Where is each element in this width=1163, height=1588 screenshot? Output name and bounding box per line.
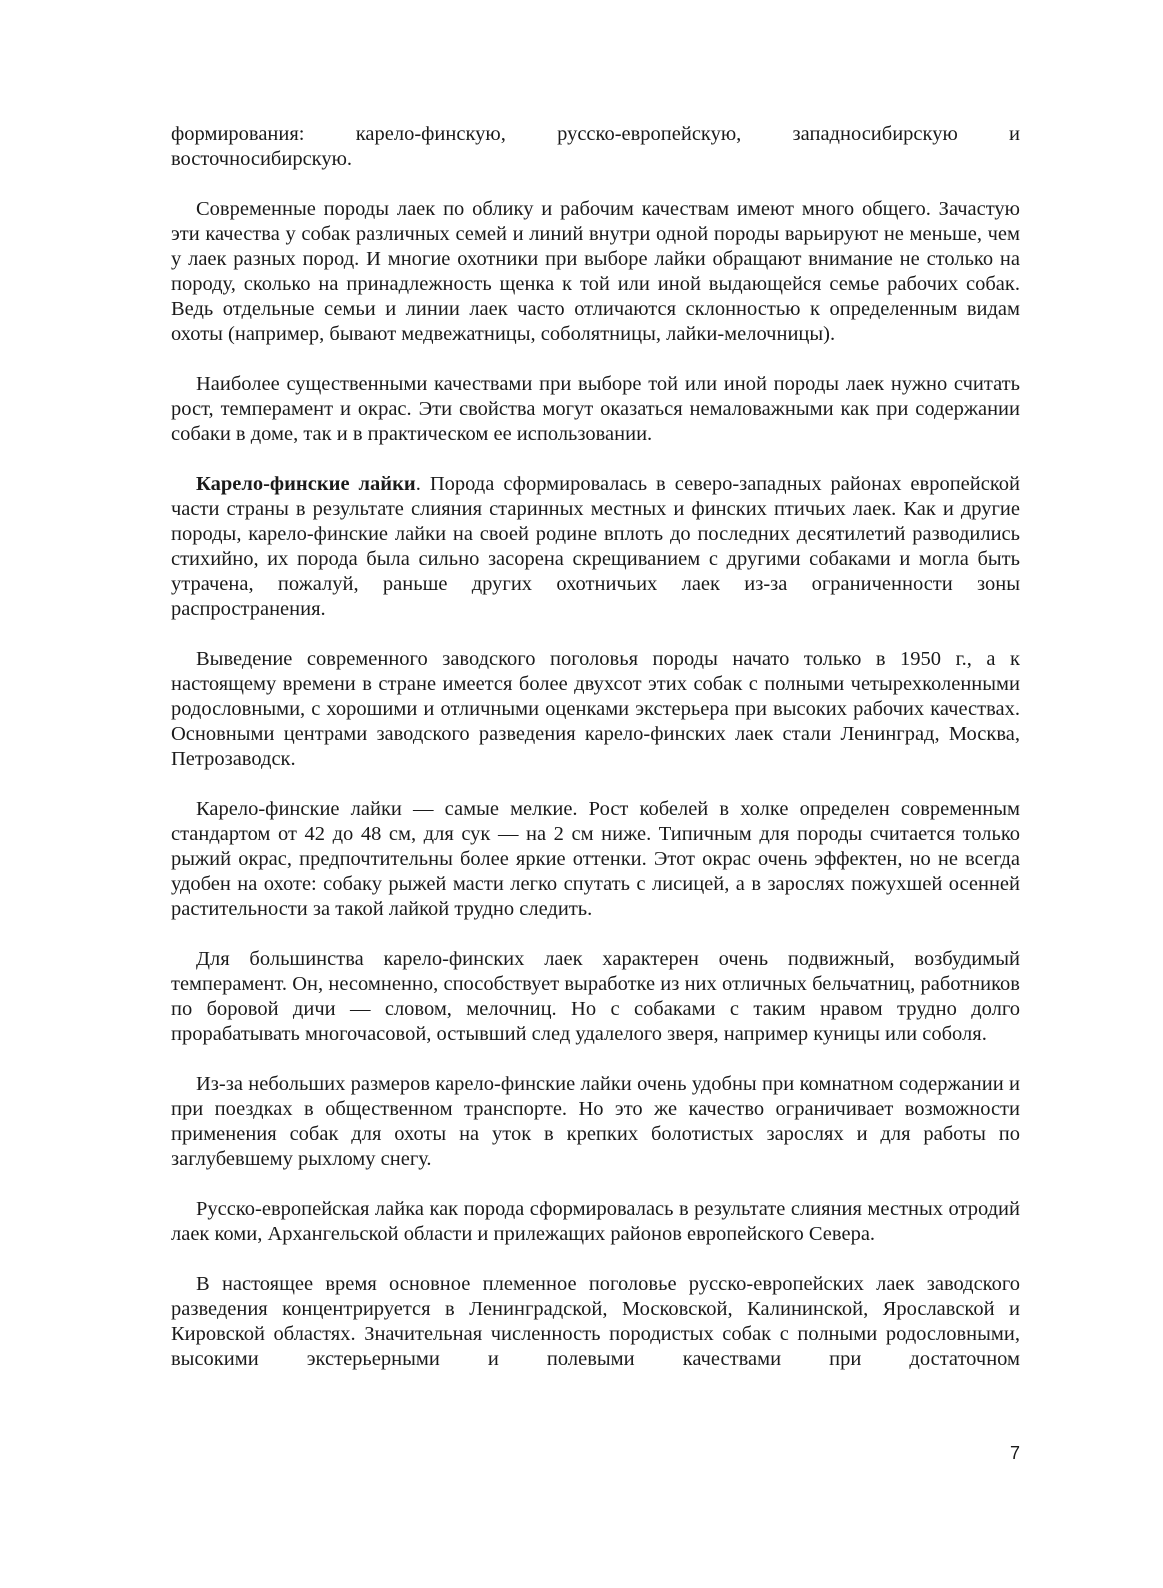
paragraph-7: Для большинства карело-финских лаек характерен очень подвижный, возбудимый темперамент. Он, несомненно, способствует выработке из них отличных бельчатниц, работников по боровой дичи — словом, мелочниц. Но с собаками с таким нравом трудно долго прорабатывать многочасовой, остывший след удалелого зверя, например куницы или соболя. <box>171 948 1020 1045</box>
body-text <box>171 122 1020 1397</box>
paragraph-8: Из-за небольших размеров карело-финские лайки очень удобны при комнатном содержании и при поездках в общественном транспорте. Но это же качество ограничивает возможности применения собак для охоты на уток в крепких болотистых зарослях и для работы по заглубевшему рыхлому снегу. <box>171 1073 1020 1170</box>
page-number: 7 <box>1009 1443 1020 1463</box>
paragraph-4-heading: Карело-финские лайки <box>196 473 416 495</box>
paragraph-3: Наиболее существенными качествами при выборе той или иной породы лаек нужно считать рост, темперамент и окрас. Эти свойства могут оказаться немаловажными как при содержании собаки в доме, так и в практическом ее использовании. <box>171 373 1020 445</box>
paragraph-2: Современные породы лаек по облику и рабочим качествам имеют много общего. Зачастую эти качества у собак различных семей и линий внутри одной породы варьируют не меньше, чем у лаек разных пород. И многие охотники при выборе лайки обращают внимание не столько на породу, сколько на принадлежность щенка к той или иной выдающейся семье рабочих собак. Ведь отдельные семьи и линии лаек часто отличаются склонностью к определенным видам охоты (например, бывают медвежатницы, соболятницы, лайки-мелочницы). <box>171 198 1020 345</box>
paragraph-4-text: . Порода сформировалась в северо-западных районах европейской части страны в результате слияния старинных местных и финских птичьих лаек. Как и другие породы, карело-финские лайки на своей родине вплоть до последних десятилетий разводились стихийно, их порода была сильно засорена скрещиванием с другими собаками и могла быть утрачена, пожалуй, раньше других охотничьих лаек из-за ограниченности зоны распространения. <box>171 473 1020 620</box>
paragraph-1: формирования: карело-финскую, русско-европейскую, западносибирскую и восточносибирскую. <box>171 123 1020 170</box>
paragraph-9: Русско-европейская лайка как порода сформировалась в результате слияния местных отродий лаек коми, Архангельской области и прилежащих районов европейского Севера. <box>171 1198 1020 1245</box>
paragraph-5: Выведение современного заводского поголовья породы начато только в 1950 г., а к настоящему времени в стране имеется более двухсот этих собак с полными четырехколенными родословными, с хорошими и отличными оценками экстерьера при высоких рабочих качествах. Основными центрами заводского разведения карело-финских лаек стали Ленинград, Москва, Петрозаводск. <box>171 648 1020 770</box>
paragraph-10: В настоящее время основное племенное поголовье русско-европейских лаек заводского разведения концентрируется в Ленинградской, Московской, Калининской, Ярославской и Кировской областях. Значительная численность породистых собак с полными родословными, высокими экстерьерными и полевыми качествами при достаточном <box>171 1273 1020 1370</box>
paragraph-6: Карело-финские лайки — самые мелкие. Рост кобелей в холке определен современным стандартом от 42 до 48 см, для сук — на 2 см ниже. Типичным для породы считается только рыжий окрас, предпочтительны более яркие оттенки. Этот окрас очень эффектен, но не всегда удобен на охоте: собаку рыжей масти легко спутать с лисицей, а в зарослях пожухшей осенней растительности за такой лайкой трудно следить. <box>171 798 1020 920</box>
paragraph-4 <box>171 472 1020 622</box>
